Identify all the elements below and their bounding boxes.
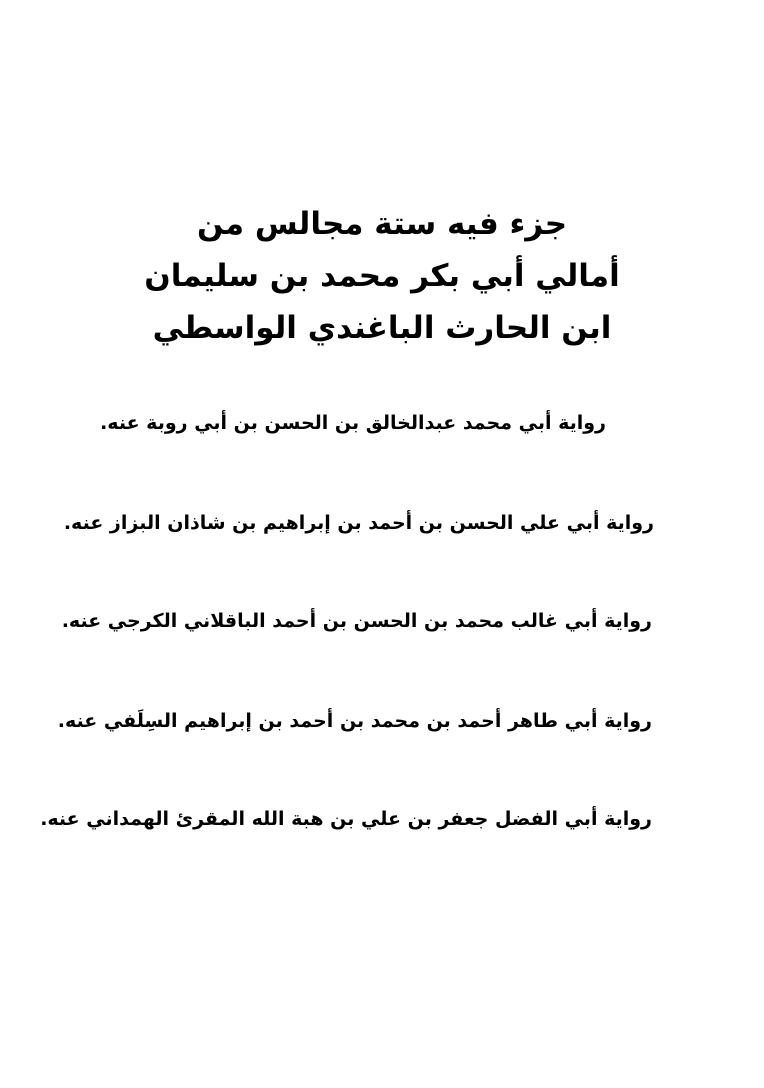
title-line-3: ابن الحارث الباغندي الواسطي — [152, 310, 612, 346]
narration-line-2: رواية أبي علي الحسن بن أحمد بن إبراهيم بن شاذان البزاز عنه. — [63, 512, 654, 534]
narration-line-3: رواية أبي غالب محمد بن الحسن بن أحمد الباقلاني الكرجي عنه. — [61, 610, 652, 632]
title-line-2: أمالي أبي بكر محمد بن سليمان — [144, 258, 620, 294]
book-title — [0, 198, 764, 354]
narration-line-4: رواية أبي طاهر أحمد بن محمد بن أحمد بن إبراهيم السِلَفي عنه. — [57, 710, 652, 732]
title-line-1: جزء فيه ستة مجالس من — [196, 206, 568, 242]
narration-line-1: رواية أبي محمد عبدالخالق بن الحسن بن أبي روبة عنه. — [100, 412, 606, 434]
narration-line-5: رواية أبي الفضل جعفر بن علي بن هبة الله المقرئ الهمداني عنه. — [40, 808, 652, 830]
